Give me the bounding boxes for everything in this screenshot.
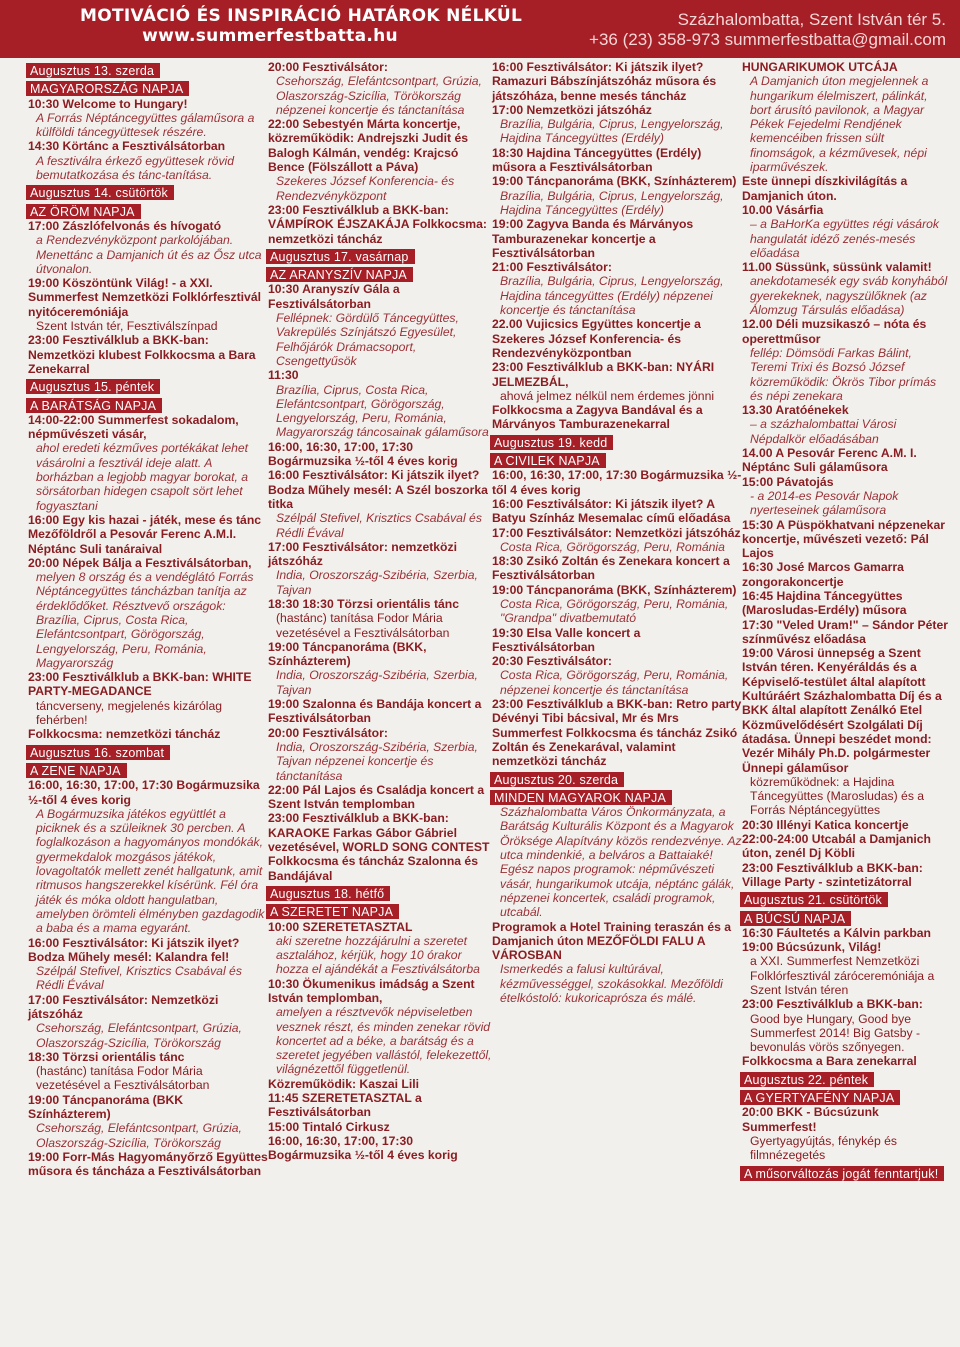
event-description: táncverseny, megjelenés kizárólag fehérben! xyxy=(36,698,223,728)
event-description: Csehország, Elefántcsontpart, Grúzia, Olaszország-Szicília, Törökország xyxy=(36,1021,242,1050)
event-title: 23:00 Fesztiválklub a BKK-ban: xyxy=(742,997,923,1012)
event-title: 20:30 Fesztiválsátor: xyxy=(492,654,612,669)
contact-info: +36 (23) 358-973 summerfestbatta@gmail.com xyxy=(589,30,946,49)
event-title: 10:30 Ökumenikus imádság a Szent István templomban, xyxy=(268,976,475,1005)
header-left xyxy=(80,6,522,46)
event-title: 16:00, 16:30, 17:00, 17:30 Bogármuzsika ½-től 4 éves korig xyxy=(28,778,260,807)
event-description: Szélpál Stefivel, Krisztics Csabával és Rédli Évával xyxy=(36,964,242,993)
day-heading: A GYERTYAFÉNY NAPJA xyxy=(740,1090,900,1105)
day-heading: A BARÁTSÁG NAPJA xyxy=(26,398,162,413)
event-title: Ünnepi gálaműsor xyxy=(742,760,849,775)
day-heading: A SZERETET NAPJA xyxy=(266,904,399,919)
event-title: 16:00, 16:30, 17:00, 17:30 Bogármuzsika ½-től 4 éves korig xyxy=(268,439,458,469)
event-title: 19:00 Köszöntünk Világ! - a XXI. Summerfest Nemzetközi Folklórfesztivál nyitóceremóniája xyxy=(28,276,261,319)
day-heading: A BÚCSÚ NAPJA xyxy=(740,911,851,926)
event-title: 19:00 Búcsúzunk, Világ! xyxy=(742,940,882,955)
day-heading-row xyxy=(28,60,268,78)
event-title: 15:00 Tintaló Cirkusz xyxy=(268,1119,390,1134)
event-title: 11.00 Süssünk, süssünk valamit! xyxy=(742,260,932,275)
event-title: 17:00 Zászlófelvonás és hívogató xyxy=(28,218,222,233)
event-title: 19:00 Városi ünnepség a Szent István téren. Kenyéráldás és a Képviselő-testület által alapított Kultúráért Százhalombatta Díj és a BKK által alapított Zenálkó Etel Közművelődésért Szolgálati Díj átadása. Ünnepi beszédet mond: Vezér Mihály Ph.D. polgármester xyxy=(742,646,942,761)
event-description: – a BaHorKa együttes régi vásárok hangulatát idéző zenés-mesés előadása xyxy=(750,217,940,260)
event-title: 20:00 Népek Bálja a Fesztiválsátorban, xyxy=(28,555,252,570)
event-title: 15:30 A Püspökhatvani népzenekar koncertje, művészeti vezető: Pál Lajos xyxy=(742,517,945,561)
day-heading-row xyxy=(268,901,496,919)
event-title: 10:30 Aranyszív Gála a Fesztiválsátorban xyxy=(268,282,400,311)
event-title: 23:00 Fesztiválklub a BKK-ban: Retro party Dévényi Tibi bácsival, Mr és Mrs Summerfest Folkkocsma és táncház Zsikó Zoltán és Zenekarával, valamint nemzetközi táncház xyxy=(492,697,742,769)
event-description: Csehország, Elefántcsontpart, Grúzia, Olaszország-Szicília, Törökország xyxy=(36,1121,242,1150)
event-title: 10.00 Vásárfia xyxy=(742,202,824,217)
day-heading-row xyxy=(742,1069,950,1087)
day-heading: Augusztus 17. vasárnap xyxy=(266,249,415,264)
event-title: 16:00 Fesztiválsátor: Ki játszik ilyet? Bodza Műhely mesél: A Szél boszorka titka xyxy=(268,468,488,511)
day-heading-row xyxy=(28,395,268,413)
event-title: 23:00 Fesztiválklub a BKK-ban: Village Party - szintetizátorral xyxy=(742,860,923,889)
event-title: 18:30 Hajdina Táncegyüttes (Erdély) műsora a Fesztiválsátorban xyxy=(492,145,702,175)
event-title: 16:00, 16:30, 17:00, 17:30 Bogármuzsika ½-től 4 éves korig xyxy=(268,1133,458,1163)
event-description: (hastánc) tanítása Fodor Mária vezetésével a Fesztiválsátorban xyxy=(276,611,450,640)
day-heading-row xyxy=(492,787,744,805)
day-heading: MINDEN MAGYAROK NAPJA xyxy=(490,790,672,805)
event-description: India, Oroszország-Szibéria, Szerbia, Tajvan xyxy=(276,568,478,597)
event-description: aki szeretne hozzájárulni a szeretet asztalához, kérjük, hogy 10 órakor hozza el ajándékát a Fesztiválsátorba xyxy=(276,933,480,977)
event-title: 20:30 Illényi Katica koncertje xyxy=(742,817,909,832)
event-description: Szent István tér, Fesztiválszínpad xyxy=(36,319,218,334)
event-description: Good bye Hungary, Good bye Summerfest 2014! Big Gatsby - bevonulás vörös szőnyegen. xyxy=(750,1011,921,1055)
day-heading-row xyxy=(742,1087,950,1105)
event-description: Ismerkedés a falusi kultúrával, kézművességgel, szokásokkal. Mezőföldi ételkóstoló: kukoricaprósza és málé. xyxy=(500,962,723,1005)
event-description: ahová jelmez nélkül nem érdemes jönni xyxy=(500,388,715,403)
event-title: 16:00 Fesztiválsátor: Ki játszik ilyet? Bodza Műhely mesél: Kalandra fel! xyxy=(28,935,240,964)
day-heading: A ZENE NAPJA xyxy=(26,763,127,778)
event-title: 19:00 Táncpanoráma (BKK, Színházterem) xyxy=(268,639,427,669)
event-title: Folkkocsma a Zagyva Bandával és a Márványos Tamburazenekarral xyxy=(492,403,703,432)
event-title: 22:00 Sebestyén Márta koncertje, közreműködik: Andrejszki Judit és Balogh Kálmán, vendég: Krajcsó Bence (Fölszállott a Páva) xyxy=(268,117,469,175)
event-title: 19:00 Forr-Más Hagyományőrző Együttes műsora és táncháza a Fesztiválsátorban xyxy=(28,1149,268,1179)
event-title: 23:00 Fesztiválklub a BKK-ban: KARAOKE Farkas Gábor Gábriel vezetésével, WORLD SONG CONTEST Folkkocsma és táncház Szalonna és Bandájával xyxy=(268,811,490,883)
day-heading: Augusztus 18. hétfő xyxy=(266,886,390,901)
festival-website[interactable]: www.summerfestbatta.hu xyxy=(142,26,398,46)
event-description: A Damjanich úton megjelennek a hungarikum élelmiszert, pálinkát, bort árusító pavilonok, a Magyar Pékek Fejedelmi Rendjének kemencéiben frissen sült finomságok, a kézművesek, népi iparművészek. xyxy=(750,74,929,175)
event-title: 23:00 Fesztiválklub a BKK-ban: Nemzetközi klubest Folkkocsma a Bara Zenekarral xyxy=(28,333,256,376)
event-description: a Rendezvényközpont parkolójában. Menettánc a Damjanich út és az Ősz utca útvonalon. xyxy=(36,233,262,276)
event-description: melyen 8 ország és a vendéglátó Forrás Néptáncegyüttes táncházban tanítja az érdeklődőket. Résztvevő országok: Brazília, Ciprus, Costa Rica, Elefántcsontpart, Görögország, Lengyelország, Peru, Románia, Magyarország xyxy=(36,570,254,670)
event-title: 17:00 Fesztiválsátor: Nemzetközi játszóház xyxy=(28,992,219,1021)
event-description: ahol eredeti kézműves portékákat lehet vásárolni a fesztivál ideje alatt. A borházban a legjobb magyar borokat, a sörsátorban hidegen csapolt sört lehet fogyasztani xyxy=(36,441,249,513)
event-title: 14.00 A Pesovár Ferenc A.M. I. Néptánc Suli gálaműsora xyxy=(742,446,917,475)
event-title: 16:30 Fáultetés a Kálvin parkban xyxy=(742,925,931,940)
event-title: 22.00 Vujicsics Együttes koncertje a Szekeres József Konferencia- és Rendezvényközpontban xyxy=(492,317,701,360)
event-title: Folkkocsma: nemzetközi táncház xyxy=(28,727,221,742)
event-title: 14:00-22:00 Summerfest sokadalom, népművészeti vásár, xyxy=(28,412,239,442)
day-heading: Augusztus 14. csütörtök xyxy=(26,185,174,200)
day-heading-row xyxy=(28,742,268,760)
day-heading-row xyxy=(28,78,268,96)
event-title: 10:00 SZERETETASZTAL xyxy=(268,919,413,934)
day-heading: Augusztus 13. szerda xyxy=(26,63,160,78)
event-title: 17:30 "Veled Uram!" – Sándor Péter színművész előadása xyxy=(742,617,948,646)
event-title: 16:30 José Marcos Gamarra zongorakoncertje xyxy=(742,560,904,589)
event-description: Costa Rica, Görögország, Peru, Románia, "Grandpa" divatbemutató xyxy=(500,596,729,626)
day-heading-row xyxy=(742,889,950,907)
event-title: 19:30 Elsa Valle koncert a Fesztiválsátorban xyxy=(492,625,641,654)
event-description: India, Oroszország-Szibéria, Szerbia, Tajvan xyxy=(276,668,478,697)
event-title: 11:30 xyxy=(268,368,299,383)
event-title: 18:30 Zsikó Zoltán és Zenekara koncert a Fesztiválsátorban xyxy=(492,554,730,583)
event-title: 16:00 Fesztiválsátor: Ki játszik ilyet? A Batyu Színház Mesemalac című előadása xyxy=(492,496,731,526)
event-description: Brazília, Bulgária, Ciprus, Lengyelország, Hajdina Táncegyüttes (Erdély) xyxy=(500,188,724,217)
event-title: 19:00 Zagyva Banda és Márványos Tamburazenekar koncertje a Fesztiválsátorban xyxy=(492,217,694,260)
event-title: 20:00 Fesztiválsátor: xyxy=(268,60,388,74)
event-description: Brazília, Bulgária, Ciprus, Lengyelország, Hajdina Táncegyüttes (Erdély) xyxy=(500,117,724,146)
event-title: Programok a Hotel Training teraszán és a Damjanich úton MEZŐFÖLDI FALU A VÁROSBAN xyxy=(492,919,732,963)
day-heading: Augusztus 21. csütörtök xyxy=(740,892,888,907)
event-description: Brazília, Bulgária, Ciprus, Lengyelország, Hajdina táncegyüttes (Erdély) népzenei koncertje és tánctanítása xyxy=(500,274,724,318)
day-heading: Augusztus 20. szerda xyxy=(490,772,624,787)
day-heading-row xyxy=(268,264,496,282)
event-title: Este ünnepi díszkivilágítás a Damjanich úton. xyxy=(742,174,908,203)
day-heading-row xyxy=(492,450,744,468)
day-heading: MAGYARORSZÁG NAPJA xyxy=(26,81,189,96)
event-description: Costa Rica, Görögország, Peru, Románia xyxy=(500,539,725,554)
event-title: 15:00 Pávatojás xyxy=(742,474,834,489)
event-description: (hastánc) tanítása Fodor Mária vezetésével a Fesztiválsátorban xyxy=(36,1064,210,1093)
event-description: anekdotamesék egy sváb konyhából gyerekeknek, nagyszülőknek (az Álomzug Társulás előadása) xyxy=(750,274,948,318)
event-description: Szélpál Stefivel, Krisztics Csabával és Rédli Évával xyxy=(276,511,482,540)
event-description: közreműködnek: a Hajdina Táncegyüttes (Marosludas) és a Forrás Néptáncegyüttes xyxy=(750,774,925,818)
event-title: 20:00 BKK - Búcsúzunk Summerfest! xyxy=(742,1105,879,1134)
day-heading-row xyxy=(268,883,496,901)
day-heading-row xyxy=(492,769,744,787)
event-title: 19:00 Szalonna és Bandája koncert a Fesztiválsátorban xyxy=(268,697,482,726)
event-title: 17:00 Fesztiválsátor: nemzetközi játszóház xyxy=(268,539,457,569)
event-title: 20:00 Fesztiválsátor: xyxy=(268,725,388,740)
event-title: HUNGARIKUMOK UTCÁJA xyxy=(742,60,898,74)
day-heading-row xyxy=(492,432,744,450)
event-description: – a százhalombattai Városi Népdalkör előadásában xyxy=(750,417,897,446)
schedule-column-2 xyxy=(268,60,496,1163)
event-description: A fesztiválra érkező együttesek rövid bemutatkozása és tánc-tanítása. xyxy=(36,153,235,183)
event-title: 16:45 Hajdina Táncegyüttes (Marosludas-Erdély) műsora xyxy=(742,588,907,618)
day-heading-row xyxy=(742,1163,950,1181)
day-heading-row xyxy=(28,760,268,778)
event-title: 14:30 Körtánc a Fesztiválsátorban xyxy=(28,139,226,154)
event-description: A Bogármuzsika játékos együttlét a piciknek és a szüleiknek 30 percben. A foglalkozáson a hagyományos mondókák, gyermekdalok mozgásos játékok, lovagoltatók mellett zenét hallgatunk, amit ritmusos hangszerekkel kísérünk. Fél óra játék és móka oldott hangulatban, amelyben örömteli élményben gazdagodik a baba és a mama egyaránt. xyxy=(36,806,265,936)
event-description: Gyertyagyújtás, fénykép és filmnézegetés xyxy=(750,1133,897,1163)
event-title: 13.30 Aratóénekek xyxy=(742,403,849,418)
event-title: 21:00 Fesztiválsátor: xyxy=(492,260,612,275)
event-title: 16:00 Fesztiválsátor: Ki játszik ilyet? Ramazuri Bábszínjátszóház műsora és játszóháza, benne mesés táncház xyxy=(492,60,717,103)
event-title: 17:00 Nemzetközi játszóház xyxy=(492,102,652,117)
event-description: amelyen a résztvevők népviseletben vesznek részt, és minden zenekar rövid koncertet ad a béke, a barátság és a szeretet jegyében vallástól, felekezettől, világnézettől függetlenül. xyxy=(276,1005,492,1077)
event-description: India, Oroszország-Szibéria, Szerbia, Tajvan népzenei koncertje és tánctanítása xyxy=(276,739,478,783)
event-title: 22:00-24:00 Utcabál a Damjanich úton, zenél Dj Köbli xyxy=(742,832,931,861)
day-heading: AZ ÖRÖM NAPJA xyxy=(26,204,141,219)
schedule-column-1 xyxy=(28,60,268,1179)
event-title: 19:00 Táncpanoráma (BKK, Színházterem) xyxy=(492,174,737,189)
day-heading: Augusztus 15. péntek xyxy=(26,379,160,394)
day-heading: A műsorváltozás jogát fenntartjuk! xyxy=(740,1166,944,1181)
event-description: Brazília, Ciprus, Costa Rica, Elefántcsontpart, Görögország, Lengyelország, Peru, Románia, Magyarország táncosainak gálaműsora xyxy=(276,382,489,440)
day-heading-row xyxy=(28,182,268,200)
day-heading: Augusztus 22. péntek xyxy=(740,1072,874,1087)
venue-address: Százhalombatta, Szent István tér 5. xyxy=(677,10,946,29)
header-right xyxy=(589,10,946,50)
event-title: 17:00 Fesztiválsátor: Nemzetközi játszóház xyxy=(492,525,741,540)
event-title: 19:00 Táncpanoráma (BKK, Színházterem) xyxy=(492,582,737,597)
event-title: 10:30 Welcome to Hungary! xyxy=(28,96,188,111)
event-title: 23:00 Fesztiválklub a BKK-ban: NYÁRI JELMEZBÁL, xyxy=(492,360,715,389)
header-banner xyxy=(0,0,960,58)
event-description: a XXI. Summerfest Nemzetközi Folklórfesztivál záróceremóniája a Szent István téren xyxy=(750,954,935,997)
day-heading-row xyxy=(742,908,950,926)
day-heading-row xyxy=(268,246,496,264)
event-title: 11:45 SZERETETASZTAL a Fesztiválsátorban xyxy=(268,1091,422,1120)
day-heading-row xyxy=(28,201,268,219)
event-description: - a 2014-es Pesovár Napok nyerteseinek gálaműsora xyxy=(750,488,899,518)
event-description: Fellépnek: Gördülő Táncegyüttes, Vakrepülés Színjátszó Egyesület, Felhőjárók Drámacsoport, Csengettyűsök xyxy=(276,311,459,368)
event-title: Folkkocsma a Bara zenekarral xyxy=(742,1054,917,1069)
event-title: 16:00, 16:30, 17:00, 17:30 Bogármuzsika ½-től 4 éves korig xyxy=(492,468,742,497)
day-heading: A CIVILEK NAPJA xyxy=(490,453,606,468)
day-heading: Augusztus 19. kedd xyxy=(490,435,613,450)
event-description: Csehország, Elefántcsontpart, Grúzia, Olaszország-Szicília, Törökország népzenei koncertje és tánctanítása xyxy=(276,74,482,117)
event-title: 19:00 Táncpanoráma (BKK Színházterem) xyxy=(28,1092,184,1122)
event-title: 23:00 Fesztiválklub a BKK-ban: VÁMPÍROK ÉJSZAKÁJA Folkkocsma: nemzetközi táncház xyxy=(268,202,487,246)
event-title: 23:00 Fesztiválklub a BKK-ban: WHITE PARTY-MEGADANCE xyxy=(28,670,252,699)
event-title: 18:30 Törzsi orientális tánc xyxy=(28,1049,185,1064)
event-title: 12.00 Déli muzsikaszó – nóta és operettműsor xyxy=(742,317,927,346)
event-description: Százhalombatta Város Önkormányzata, a Barátság Kulturális Központ és a Magyarok Öröksége Alapítvány közös rendezvénye. Az utca mindenkié, a belváros a Battaiaké! Egész napos programok: népművészeti vásár, hungarikumok utcája, néptánc gálák, népzenei koncertek, családi programok, utcabál. xyxy=(500,805,742,920)
event-description: A Forrás Néptáncegyüttes gálaműsora a külföldi táncegyüttesek részére. xyxy=(36,110,255,140)
schedule-column-3 xyxy=(492,60,744,1005)
day-heading-row xyxy=(28,376,268,394)
event-description: Costa Rica, Görögország, Peru, Románia, népzenei koncertje és tánctanítása xyxy=(500,668,729,697)
event-title: 16:00 Egy kis hazai - játék, mese és tánc Mezőföldről a Pesovár Ferenc A.M.I. Néptánc Suli tanáraival xyxy=(28,512,262,556)
event-title: 22:00 Pál Lajos és Családja koncert a Szent István templomban xyxy=(268,782,485,812)
event-title: 18:30 18:30 Törzsi orientális tánc xyxy=(268,596,460,611)
event-title: Közreműködik: Kaszai Lili xyxy=(268,1076,420,1091)
event-description: fellép: Dömsödi Farkas Bálint, Teremi Trixi és Bozsó József közreműködik: Ökrös Tibor prímás és népi zenekara xyxy=(750,345,937,403)
day-heading: AZ ARANYSZÍV NAPJA xyxy=(266,267,413,282)
day-heading: Augusztus 16. szombat xyxy=(26,745,170,760)
schedule-column-4 xyxy=(742,60,950,1181)
festival-title: MOTIVÁCIÓ ÉS INSPIRÁCIÓ HATÁROK NÉLKÜL xyxy=(80,6,523,26)
event-description: Szekeres József Konferencia- és Rendezvényközpont xyxy=(276,174,455,203)
